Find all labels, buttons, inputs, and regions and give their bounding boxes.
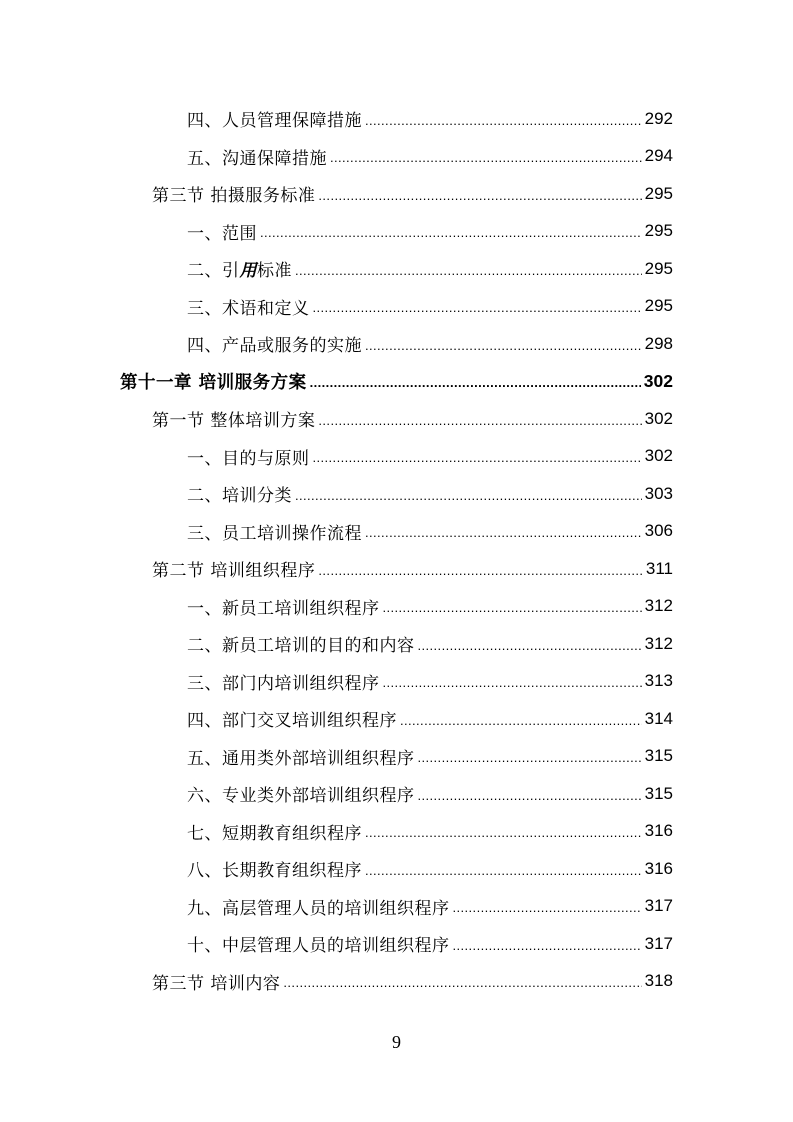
toc-entry-page: 298 <box>644 333 673 353</box>
toc-entry[interactable] <box>187 738 673 775</box>
toc-entry[interactable] <box>187 925 673 962</box>
toc-entry-label: 六、专业类外部培训组织程序 <box>187 786 415 806</box>
toc-entry-section[interactable] <box>152 400 673 437</box>
dot-leader <box>330 146 642 166</box>
toc-entry-page: 315 <box>644 783 673 803</box>
dot-leader <box>453 934 642 954</box>
toc-entry-label: 十、中层管理人员的培训组织程序 <box>187 936 450 956</box>
toc-entry[interactable] <box>187 100 673 137</box>
toc-entry[interactable] <box>187 888 673 925</box>
toc-entry-label: 五、沟通保障措施 <box>187 148 327 169</box>
toc-entry-page: 306 <box>644 521 673 540</box>
toc-entry-label: 第二节 培训组织程序 <box>152 561 316 581</box>
toc-entry[interactable] <box>187 438 673 475</box>
toc-entry[interactable] <box>187 288 673 325</box>
toc-entry-label: 八、长期教育组织程序 <box>187 861 362 881</box>
toc-entry-label: 三、部门内培训组织程序 <box>187 673 380 694</box>
dot-leader <box>313 296 642 316</box>
toc-entry[interactable] <box>187 663 673 700</box>
toc-entry-section[interactable] <box>152 963 673 1000</box>
toc-entry-label: 一、范围 <box>187 223 257 244</box>
dot-leader <box>283 971 641 991</box>
toc-entry-page: 295 <box>644 183 673 203</box>
label-emphasis: 用 <box>239 261 257 281</box>
toc-entry-page: 313 <box>644 671 673 690</box>
dot-leader <box>318 559 642 579</box>
toc-entry-page: 316 <box>644 858 673 878</box>
toc-entry-page: 302 <box>644 446 673 465</box>
dot-leader <box>365 334 642 354</box>
dot-leader <box>418 746 642 766</box>
dot-leader <box>383 596 642 616</box>
dot-leader <box>318 409 641 429</box>
toc-entry-page: 315 <box>644 746 673 765</box>
dot-leader <box>295 259 642 279</box>
toc-entry[interactable] <box>187 475 673 512</box>
toc-entry-page: 317 <box>644 896 673 915</box>
dot-leader <box>313 446 642 466</box>
toc-entry-page: 292 <box>644 108 673 128</box>
dot-leader <box>318 184 641 204</box>
toc-entry-page: 314 <box>644 708 673 728</box>
toc-entry-label: 七、短期教育组织程序 <box>187 823 362 844</box>
toc-entry-label: 五、通用类外部培训组织程序 <box>187 748 415 769</box>
dot-leader <box>365 109 642 129</box>
toc-entry-page: 316 <box>644 821 673 840</box>
toc-entry-label: 第三节 拍摄服务标准 <box>152 186 316 206</box>
toc-entry[interactable] <box>187 588 673 625</box>
toc-entry[interactable] <box>187 813 673 850</box>
toc-entry[interactable] <box>187 775 673 812</box>
toc-entry-label: 九、高层管理人员的培训组织程序 <box>187 898 450 919</box>
dot-leader <box>295 484 642 504</box>
toc-entry-section[interactable] <box>152 550 673 587</box>
toc-entry[interactable] <box>187 513 673 550</box>
toc-entry-page: 294 <box>644 146 673 165</box>
toc-entry-label: 第三节 培训内容 <box>152 973 281 994</box>
toc-entry[interactable] <box>187 325 673 362</box>
toc-entry-label: 三、员工培训操作流程 <box>187 523 362 544</box>
dot-leader <box>260 221 642 241</box>
dot-leader <box>310 371 641 391</box>
toc-entry[interactable] <box>187 250 673 287</box>
dot-leader <box>453 896 642 916</box>
toc-entry-page: 317 <box>644 933 673 953</box>
toc-entry[interactable] <box>187 700 673 737</box>
toc-entry-page: 312 <box>644 633 673 653</box>
toc-entry-label <box>187 256 292 281</box>
toc-entry-page: 303 <box>644 483 673 503</box>
toc-entry-label: 四、人员管理保障措施 <box>187 111 362 131</box>
toc-entry-label: 第十一章 培训服务方案 <box>120 372 307 393</box>
dot-leader <box>418 784 642 804</box>
dot-leader <box>365 521 642 541</box>
toc-entry-label: 四、产品或服务的实施 <box>187 336 362 356</box>
toc-entry-label: 第一节 整体培训方案 <box>152 411 316 431</box>
toc-entry-page: 295 <box>644 221 673 240</box>
toc-entry-label: 一、目的与原则 <box>187 448 310 469</box>
dot-leader <box>418 634 642 654</box>
toc-entry[interactable] <box>187 213 673 250</box>
toc-entry-label: 二、新员工培训的目的和内容 <box>187 636 415 656</box>
toc-entry-page: 295 <box>644 296 673 315</box>
label-part: 二、引 <box>187 261 240 281</box>
toc-entry-section[interactable] <box>152 175 673 212</box>
dot-leader <box>400 709 642 729</box>
toc-entry[interactable] <box>187 850 673 887</box>
toc-entry-page: 318 <box>644 971 673 990</box>
toc-entry[interactable] <box>187 138 673 175</box>
toc-entry[interactable] <box>187 625 673 662</box>
dot-leader <box>383 671 642 691</box>
dot-leader <box>365 859 642 879</box>
dot-leader <box>365 821 642 841</box>
page-number: 9 <box>392 1032 401 1052</box>
toc-entry-page: 302 <box>643 370 673 391</box>
toc-entry-page: 295 <box>644 258 673 278</box>
toc-entry-page: 311 <box>645 558 673 578</box>
toc-entry-page: 312 <box>644 596 673 615</box>
toc-entry-page: 302 <box>644 408 673 428</box>
toc-entry-chapter[interactable] <box>120 363 673 400</box>
label-part: 标准 <box>257 261 292 281</box>
toc-entry-label: 三、术语和定义 <box>187 298 310 319</box>
toc-entry-label: 二、培训分类 <box>187 486 292 506</box>
toc-entry-label: 一、新员工培训组织程序 <box>187 598 380 619</box>
toc-entry-label: 四、部门交叉培训组织程序 <box>187 711 397 731</box>
